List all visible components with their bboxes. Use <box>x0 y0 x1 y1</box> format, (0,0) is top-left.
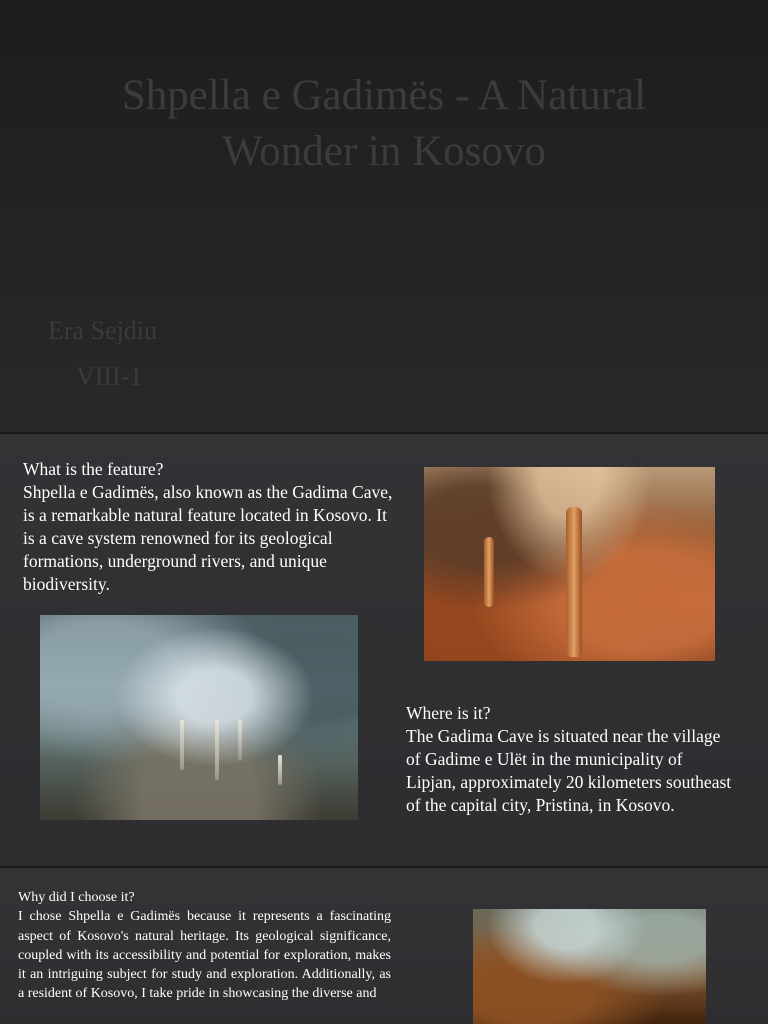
feature-paragraph <box>23 458 398 596</box>
reason-heading: Why did I choose it? <box>18 890 135 905</box>
cave-photo-passage <box>473 909 706 1024</box>
class-label: VIII-1 <box>76 362 143 391</box>
cave-photo-stalactites <box>40 615 358 820</box>
stalagmite-shape <box>278 755 282 785</box>
stalagmite-shape <box>215 720 219 780</box>
author-name: Era Sejdiu <box>48 316 158 345</box>
feature-heading: What is the feature? <box>23 459 164 479</box>
feature-text: Shpella e Gadimës, also known as the Gadima Cave, is a remarkable natural feature located in Kosovo. It is a cave system renowned for its geological formations, underground rivers, and unique biodiversity. <box>23 482 393 594</box>
location-paragraph <box>406 702 736 817</box>
column-formation <box>484 537 494 607</box>
location-heading: Where is it? <box>406 703 491 723</box>
stalagmite-shape <box>180 720 184 770</box>
column-formation <box>566 507 582 657</box>
slide-title: Shpella e Gadimës - A Natural Wonder in Kosovo <box>121 72 647 175</box>
reason-slide <box>0 868 768 1024</box>
stalagmite-shape <box>238 720 242 760</box>
reason-paragraph <box>18 888 391 1004</box>
location-text: The Gadima Cave is situated near the village of Gadime e Ulët in the municipality of Lipjan, approximately 20 kilometers southeast of the capital city, Pristina, in Kosovo. <box>406 726 732 815</box>
reason-text: I chose Shpella e Gadimës because it represents a fascinating aspect of Kosovo's natural heritage. Its geological significance, coupled with its accessibility and potential for exploration, makes it an intriguing subject for study and exploration. Additionally, as a resident of Kosovo, I take pride in showcasing the diverse and <box>18 909 391 1002</box>
cave-photo-orange <box>424 467 715 661</box>
title-slide <box>0 0 768 432</box>
feature-slide <box>0 434 768 866</box>
